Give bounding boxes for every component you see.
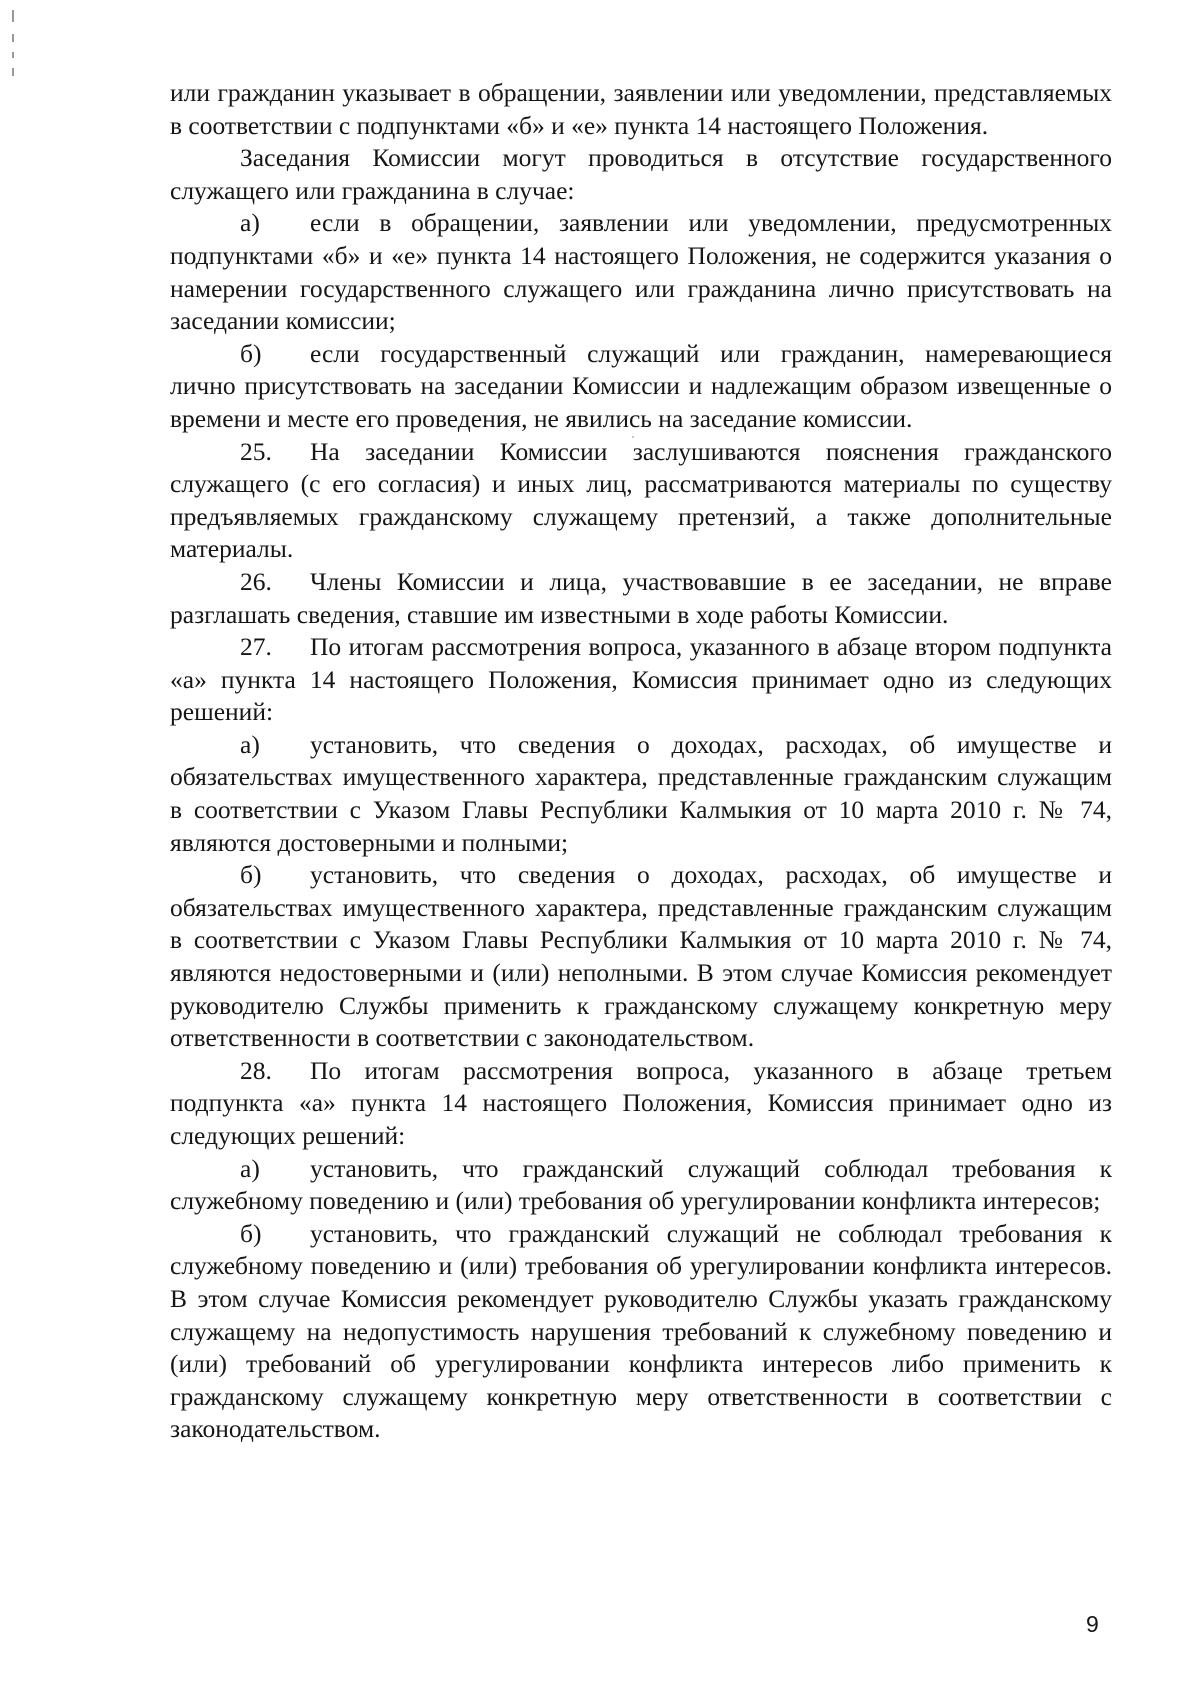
scan-edge-mark [12,68,14,76]
paragraph-number: 27. [240,632,272,662]
paragraph-number: 28. [240,1055,272,1085]
subparagraph-b [170,338,1112,436]
subparagraph-b [170,1218,1112,1446]
paragraph-text: На заседании Комиссии заслушиваются пояснения гражданского служащего (с его согласия) и иных лиц, рассматриваются материалы по существу предъявляемых гражданскому служащему претензий, а также дополнительные материалы. [170,436,1112,564]
paragraph-28 [170,1055,1112,1153]
paragraph-text: По итогам рассмотрения вопроса, указанного в абзаце третьем подпункта «а» пункта 14 настоящего Положения, Комиссия принимает одно из следующих решений: [170,1055,1112,1150]
paragraph-26 [170,566,1112,631]
paragraph-number: 25. [240,436,272,466]
paragraph-absence-conditions [170,142,1112,207]
paragraph-text: Заседания Комиссии могут проводиться в отсутствие государственного служащего или гражданина в случае: [170,143,1112,205]
paragraph-number: 26. [240,566,272,596]
document-body [170,77,1112,1446]
paragraph-text: установить, что гражданский служащий не соблюдал требования к служебному поведению и (или) требования об урегулировании конфликта интересов. В этом случае Комиссия рекомендует руководителю Службы указать гражданскому служащему на недопустимость нарушения требований к служебному поведению и (или) требований об урегулировании конфликта интересов либо применить к гражданскому служащему конкретную меру ответственности в соответствии с законодательством. [170,1218,1112,1444]
paragraph-text: Члены Комиссии и лица, участвовавшие в ее заседании, не вправе разглашать сведения, ставшие им известными в ходе работы Комиссии. [170,566,1112,629]
list-marker: б) [240,1218,262,1248]
scan-edge-mark [12,52,14,58]
scan-edge-mark [12,34,14,42]
list-marker: а) [240,208,260,238]
subparagraph-a [170,207,1112,337]
paragraph-text: если в обращении, заявлении или уведомлении, предусмотренных подпунктами «б» и «е» пункта 14 настоящего Положения, не содержится указания о намерении государственного служащего или гражданина лично присутствовать на заседании комиссии; [170,208,1112,336]
paragraph-25 [170,436,1112,566]
paragraph-text: установить, что сведения о доходах, расходах, об имуществе и обязательствах имущественного характера, представленные гражданским служащим в соответствии с Указом Главы Республики Калмыкия от 10 марта 2010 г. № 74, являются недостоверными и (или) неполными. В этом случае Комиссия рекомендует руководителю Службы применить к гражданскому служащему конкретную меру ответственности в соответствии с законодательством. [170,860,1112,1053]
list-marker: б) [240,860,262,890]
paragraph-text: установить, что гражданский служащий соблюдал требования к служебному поведению и (или) требования об урегулировании конфликта интересов; [170,1153,1112,1216]
paragraph-text: если государственный служащий или гражданин, намеревающиеся лично присутствовать на заседании Комиссии и надлежащим образом извещенные о времени и месте его проведения, не явились на заседание комиссии. [170,338,1112,433]
scan-edge-mark [12,10,14,22]
list-marker: а) [240,1153,260,1183]
paragraph-text: установить, что сведения о доходах, расходах, об имуществе и обязательствах имущественного характера, представленные гражданским служащим в соответствии с Указом Главы Республики Калмыкия от 10 марта 2010 г. № 74, являются достоверными и полными; [170,729,1112,857]
list-marker: а) [240,729,260,759]
paragraph-27 [170,631,1112,729]
page-number: 9 [1086,1611,1099,1637]
paragraph-continuation [170,77,1112,142]
subparagraph-a [170,729,1112,859]
subparagraph-a [170,1153,1112,1218]
paragraph-text: или гражданин указывает в обращении, заявлении или уведомлении, представляемых в соответствии с подпунктами «б» и «е» пункта 14 настоящего Положения. [170,78,1112,140]
paragraph-text: По итогам рассмотрения вопроса, указанного в абзаце втором подпункта «а» пункта 14 настоящего Положения, Комиссия принимает одно из следующих решений: [170,632,1112,727]
list-marker: б) [240,338,262,368]
subparagraph-b [170,859,1112,1055]
